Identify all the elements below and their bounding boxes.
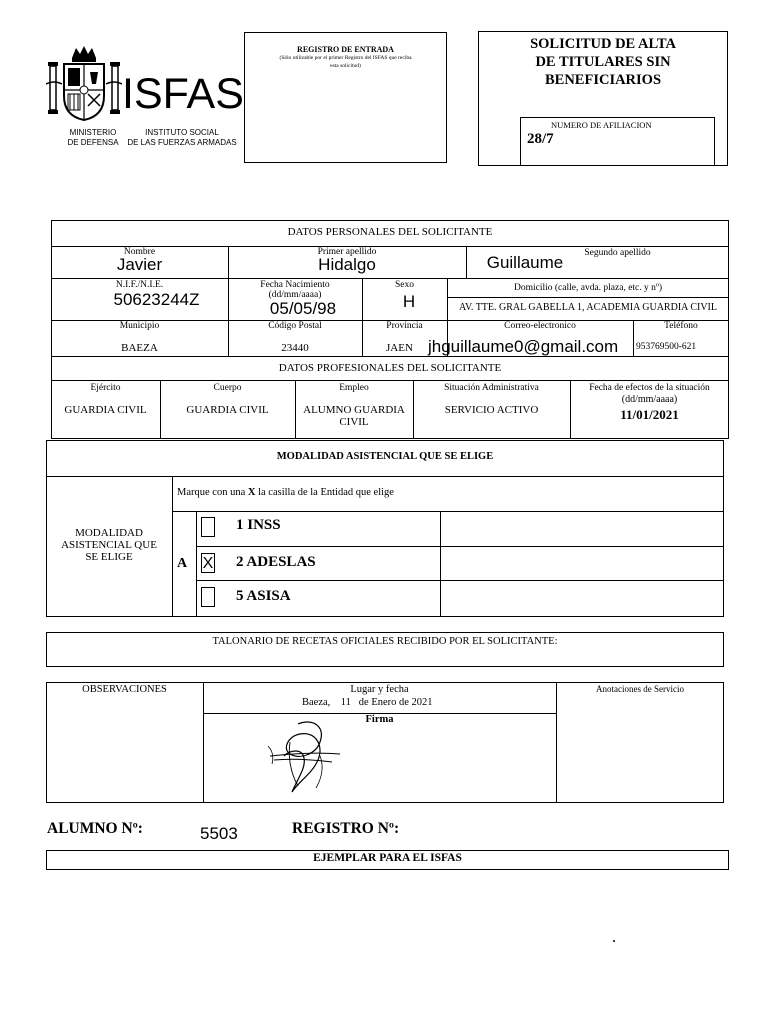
empleo-label: Empleo [339, 383, 369, 393]
cuerpo-label: Cuerpo [213, 383, 242, 393]
inss-label: 1 INSS [236, 517, 281, 533]
nif-label: N.I.F./N.I.E. [115, 280, 164, 290]
personal-section-title: DATOS PERSONALES DEL SOLICITANTE [287, 226, 493, 238]
adeslas-check-mark: X [202, 555, 214, 572]
lugar-fecha-value[interactable]: Baeza, 11 de Enero de 2021 [302, 697, 433, 708]
adeslas-label: 2 ADESLAS [236, 554, 316, 570]
apellido1-value[interactable]: Hidalgo [318, 255, 376, 274]
domicilio-label: Domicilio (calle, avda. plaza, etc. y nº) [513, 283, 663, 293]
asisa-checkbox[interactable] [201, 587, 215, 607]
correo-value[interactable]: jhguillaume0@gmail.com [428, 337, 619, 356]
inss-checkbox[interactable] [201, 517, 215, 537]
observaciones-label: OBSERVACIONES [82, 684, 167, 695]
afiliacion-box [520, 117, 715, 166]
efectos-format-label: (dd/mm/aaaa) [621, 394, 678, 405]
lugar-fecha-label: Lugar y fecha [350, 684, 409, 695]
ejercito-value[interactable]: GUARDIA CIVIL [64, 404, 147, 416]
ejercito-label: Ejército [90, 383, 121, 393]
signature-icon [260, 716, 360, 802]
codigo-postal-value[interactable]: 23440 [281, 342, 309, 354]
empleo-value[interactable]: ALUMNO GUARDIA CIVIL [303, 404, 405, 428]
municipio-value[interactable]: BAEZA [121, 342, 158, 354]
fecha-format-label: (dd/mm/aaaa) [268, 290, 322, 300]
municipio-label: Municipio [119, 321, 160, 331]
registro-entrada-box [244, 32, 447, 163]
org-name: ISFAS [122, 70, 244, 118]
nombre-label: Nombre [123, 247, 156, 257]
modalidad-side-label: MODALIDAD ASISTENCIAL QUE SE ELIGE [61, 527, 157, 563]
modalidad-instruction: Marque con una X la casilla de la Entidad que elige [177, 487, 394, 498]
asisa-label: 5 ASISA [236, 588, 291, 604]
apellido1-label: Primer apellido [317, 247, 377, 257]
alumno-label: ALUMNO Nº: [47, 820, 143, 837]
situacion-value[interactable]: SERVICIO ACTIVO [444, 404, 539, 416]
modalidad-title: MODALIDAD ASISTENCIAL QUE SE ELIGE [276, 451, 494, 462]
profesional-section-title: DATOS PROFESIONALES DEL SOLICITANTE [278, 362, 502, 374]
registro-label: REGISTRO Nº: [292, 820, 400, 837]
efectos-label: Fecha de efectos de la situación [589, 383, 710, 393]
anotaciones-label: Anotaciones de Servicio [596, 684, 684, 694]
nif-value[interactable]: 50623244Z [113, 290, 200, 309]
telefono-label: Teléfono [664, 321, 698, 331]
provincia-label: Provincia [386, 321, 423, 331]
modalidad-group-letter: A [177, 556, 188, 571]
apellido2-label: Segundo apellido [584, 248, 651, 258]
cuerpo-value[interactable]: GUARDIA CIVIL [186, 404, 269, 416]
provincia-value[interactable]: JAEN [386, 342, 413, 354]
adeslas-checkbox[interactable] [201, 553, 215, 573]
firma-label: Firma [365, 714, 394, 725]
apellido2-value[interactable]: Guillaume [486, 253, 564, 272]
alumno-value[interactable]: 5503 [200, 824, 238, 843]
coat-of-arms-icon [46, 44, 122, 122]
ministry-name: MINISTERIO DE DEFENSA [67, 128, 119, 147]
fecha-nacimiento-value[interactable]: 05/05/98 [269, 299, 337, 318]
correo-label: Correo-electronico [504, 321, 576, 331]
afiliacion-label: NUMERO DE AFILIACION [551, 120, 652, 130]
talonario-label: TALONARIO DE RECETAS OFICIALES RECIBIDO POR EL SOLICITANTE: [212, 636, 558, 647]
situacion-label: Situación Administrativa [444, 383, 539, 393]
institute-name: INSTITUTO SOCIAL DE LAS FUERZAS ARMADAS [127, 128, 237, 147]
afiliacion-value: 28/7 [527, 131, 554, 147]
efectos-value[interactable]: 11/01/2021 [620, 407, 679, 422]
sexo-label: Sexo [395, 280, 414, 290]
telefono-value[interactable]: 953769500-621 [636, 342, 697, 352]
nombre-value[interactable]: Javier [116, 255, 163, 274]
fecha-nacimiento-label: Fecha Nacimiento [260, 280, 330, 290]
domicilio-value[interactable]: AV. TTE. GRAL GABELLA 1, ACADEMIA GUARDIA CIVIL [459, 302, 717, 313]
registro-note: (Sólo utilizable por el primer Registro del ISFAS que reciba esta solicitud) [279, 55, 412, 69]
stray-dot [613, 940, 615, 942]
codigo-postal-label: Código Postal [268, 321, 322, 331]
form-title: SOLICITUD DE ALTA DE TITULARES SIN BENEFICIARIOS [530, 36, 676, 88]
sexo-value[interactable]: H [402, 292, 416, 311]
registro-title: REGISTRO DE ENTRADA [297, 45, 394, 54]
ejemplar-label: EJEMPLAR PARA EL ISFAS [313, 852, 462, 864]
